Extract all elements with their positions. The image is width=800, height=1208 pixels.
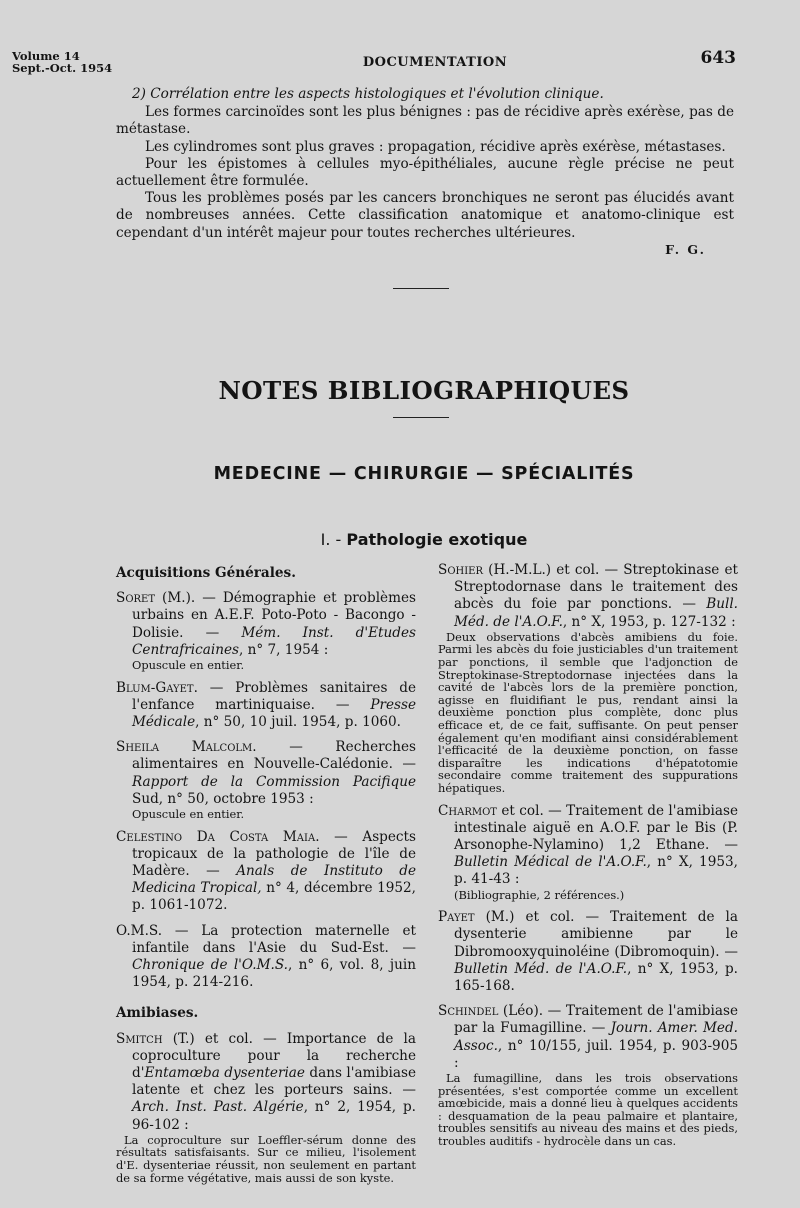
- journal-title: Journ. Amer. Med. Assoc.: [454, 1020, 738, 1054]
- journal-title: Mém. Inst. d'Etudes Centrafricaines: [132, 624, 416, 658]
- bibliography-entry: Soret (M.). — Démographie et problèmes urbains en A.E.F. Poto-Poto - Bacongo - Dolisie. — Mém. Inst. d'Etudes Centrafricaines, n° 7, 1954 : Opuscule en entier.: [116, 590, 416, 673]
- intro-paragraph: Les formes carcinoïdes sont les plus bénignes : pas de récidive après exérèse, pas de métastase.: [116, 104, 734, 138]
- separator-rule: [393, 288, 449, 289]
- page-number: 643: [700, 48, 736, 68]
- author-signature: F. G.: [665, 242, 706, 257]
- section-number: I. -: [320, 530, 342, 549]
- subtitle: MEDECINE — CHIRURGIE — SPÉCIALITÉS: [213, 464, 635, 484]
- title-underline: [393, 417, 449, 418]
- bibliography-entry: Payet (M.) et col. — Traitement de la dysenterie amibienne par le Dibromooxyquinoléine (Dibromoquin). — Bulletin Méd. de l'A.O.F., n° X, 1953, p. 165-168.: [438, 909, 738, 994]
- entry-author: Payet: [438, 909, 475, 926]
- bibliography-entry: Sheila Malcolm. — Recherches alimentaires en Nouvelle-Calédonie. — Rapport de la Commission Pacifique Sud, n° 50, octobre 1953 : Opuscule en entier.: [116, 739, 417, 822]
- entry-note: (Bibliographie, 2 références.): [454, 887, 625, 902]
- bibliography-entry: Celestino Da Costa Maia. — Aspects tropicaux de la pathologie de l'île de Madère. — Anals de Instituto de Medicina Tropical, n° 4, décembre 1952, p. 1061-1072.: [116, 828, 417, 914]
- bibliography-entry: Charmot et col. — Traitement de l'amibiase intestinale aiguë en A.O.F. par le Bis (P. Arsonophe-Nylamino) 1,2 Ethane. — Bulletin Médical de l'A.O.F., n° X, 1953, p. 41-43 : (Bibliographie, 2 références.): [438, 802, 738, 902]
- bibliography-entry: Schindel (Léo). — Traitement de l'amibiase par la Fumagilline. — Journ. Amer. Med. Assoc., n° 10/155, juil. 1954, p. 903-905 : La fumagilline, dans les trois observations présentées, s'est comportée comme un excellent amœbicide, mais a donné lieu à quelques accidents : desquamation de la peau palmaire et plantaire, troubles sensitifs au niveau des mains et des pieds, troubles auditifs - hydrocèle dans un cas.: [438, 1003, 738, 1148]
- journal-title: Bulletin Méd. de l'A.O.F.: [454, 960, 628, 977]
- right-column: [438, 562, 738, 1156]
- entry-author: Soret: [116, 590, 156, 607]
- intro-heading: 2) Corrélation entre les aspects histologiques et l'évolution clinique.: [132, 86, 604, 102]
- entry-author: Sheila Malcolm: [116, 739, 253, 756]
- intro-paragraph: Tous les problèmes posés par les cancers bronchiques ne seront pas élucidés avant de nombreuses années. Cette classification anatomique et anatomo-clinique est cependant d'un intérêt majeur pour toutes recherches ultérieures.: [116, 190, 734, 241]
- intro-text: [116, 86, 734, 242]
- bibliography-entry: Smitch (T.) et col. — Importance de la coproculture pour la recherche d'Entamœba dysenteriae dans l'amibiase latente et chez les porteurs sains. — Arch. Inst. Past. Algérie, n° 2, 1954, p. 96-102 : La coproculture sur Loeffler-sérum donne des résultats satisfaisants. Sur ce milieu, l'isolement d'E. dysenteriae réussit, non seulement en partant de sa forme végétative, mais aussi de son kyste.: [116, 1030, 416, 1185]
- entry-author: O.M.S.: [116, 922, 163, 939]
- journal-title: Chronique de l'O.M.S.: [132, 957, 288, 974]
- section-title: [0, 530, 800, 549]
- entry-author: Schindel: [438, 1003, 499, 1020]
- main-title: NOTES BIBLIOGRAPHIQUES: [218, 376, 630, 405]
- entry-note: La coproculture sur Loeffler-sérum donne des résultats satisfaisants. Sur ce milieu, l'isolement d'E. dysenteriae réussit, non seulement en partant de sa forme végétative, mais aussi de son kyste.: [116, 1132, 416, 1185]
- entry-note: La fumagilline, dans les trois observations présentées, s'est comportée comme un excellent amœbicide, mais a donné lieu à quelques accidents : desquamation de la peau palmaire et plantaire, troubles sensitifs au niveau des mains et des pieds, troubles auditifs - hydrocèle dans un cas.: [438, 1070, 738, 1148]
- group-heading: Acquisitions Générales.: [116, 565, 296, 581]
- entry-author: Celestino Da Costa Maia: [116, 828, 316, 845]
- entry-note: Opuscule en entier.: [132, 807, 245, 822]
- volume-label: Volume 14: [12, 49, 80, 63]
- group-heading: Amibiases.: [116, 1005, 199, 1022]
- entry-note: Deux observations d'abcès amibiens du foie. Parmi les abcès du foie justiciables d'un traitement par ponctions, il semble que l'adjonction de Streptokinase-Streptodornase injectées dans la cavité de l'abcès lors de la première ponction, agisse en fluidifiant le pus, rendant ainsi la deuxième ponction plus complète, donc plus efficace et, de ce fait, suffisante. On peut penser également qu'en modifiant ainsi considérablement l'efficacité de la deuxième ponction, on fasse disparaître les indications d'hépatotomie secondaire comme traitement des suppurations hépatiques.: [438, 629, 738, 795]
- issue-date: Sept.-Oct. 1954: [12, 61, 113, 75]
- bibliography-entry: Blum-Gayet. — Problèmes sanitaires de l'enfance martiniquaise. — Presse Médicale, n° 50, 10 juil. 1954, p. 1060.: [116, 679, 416, 731]
- intro-paragraph: Les cylindromes sont plus graves : propagation, récidive après exérèse, métastases.: [145, 138, 726, 155]
- entry-note: Opuscule en entier.: [132, 658, 245, 673]
- section-name: Pathologie exotique: [346, 530, 528, 549]
- bibliography-entry: Sohier (H.-M.L.) et col. — Streptokinase et Streptodornase dans le traitement des abcès du foie par ponctions. — Bull. Méd. de l'A.O.F., n° X, 1953, p. 127-132 : Deux observations d'abcès amibiens du foie. Parmi les abcès du foie justiciables d'un traitement par ponctions, il semble que l'adjonction de Streptokinase-Streptodornase injectées dans la cavité de l'abcès lors de la première ponction, agisse en fluidifiant le pus, rendant ainsi la deuxième ponction plus complète, donc plus efficace et, de ce fait, suffisante. On peut penser également qu'en modifiant ainsi considérablement l'efficacité de la deuxième ponction, on fasse disparaître les indications d'hépatotomie secondaire comme traitement des suppurations hépatiques.: [438, 562, 738, 795]
- intro-paragraph: Pour les épistomes à cellules myo-épithéliales, aucune règle précise ne peut actuellement être formulée.: [116, 155, 734, 190]
- journal-title: Arch. Inst. Past. Algérie: [132, 1099, 304, 1116]
- species-name: Entamœba dysenteriae: [144, 1065, 305, 1082]
- journal-title: Rapport de la Commission Pacifique: [132, 773, 416, 790]
- entry-author: Smitch: [116, 1030, 163, 1047]
- entry-author: Sohier: [438, 562, 484, 578]
- journal-title: Bulletin Médical de l'A.O.F.: [454, 854, 647, 871]
- entry-author: Charmot: [438, 802, 497, 819]
- journal-title: Bull. Méd. de l'A.O.F.: [454, 596, 738, 630]
- running-header-section: DOCUMENTATION: [362, 55, 508, 70]
- bibliography-entry: O.M.S. — La protection maternelle et infantile dans l'Asie du Sud-Est. — Chronique de l'O.M.S., n° 6, vol. 8, juin 1954, p. 214-216.: [116, 922, 416, 991]
- journal-title: Anals de Instituto de Medicina Tropical,: [132, 863, 417, 897]
- journal-title: Presse Médicale: [132, 696, 416, 731]
- left-column: [116, 562, 416, 1192]
- entry-author: Blum-Gayet: [116, 679, 194, 696]
